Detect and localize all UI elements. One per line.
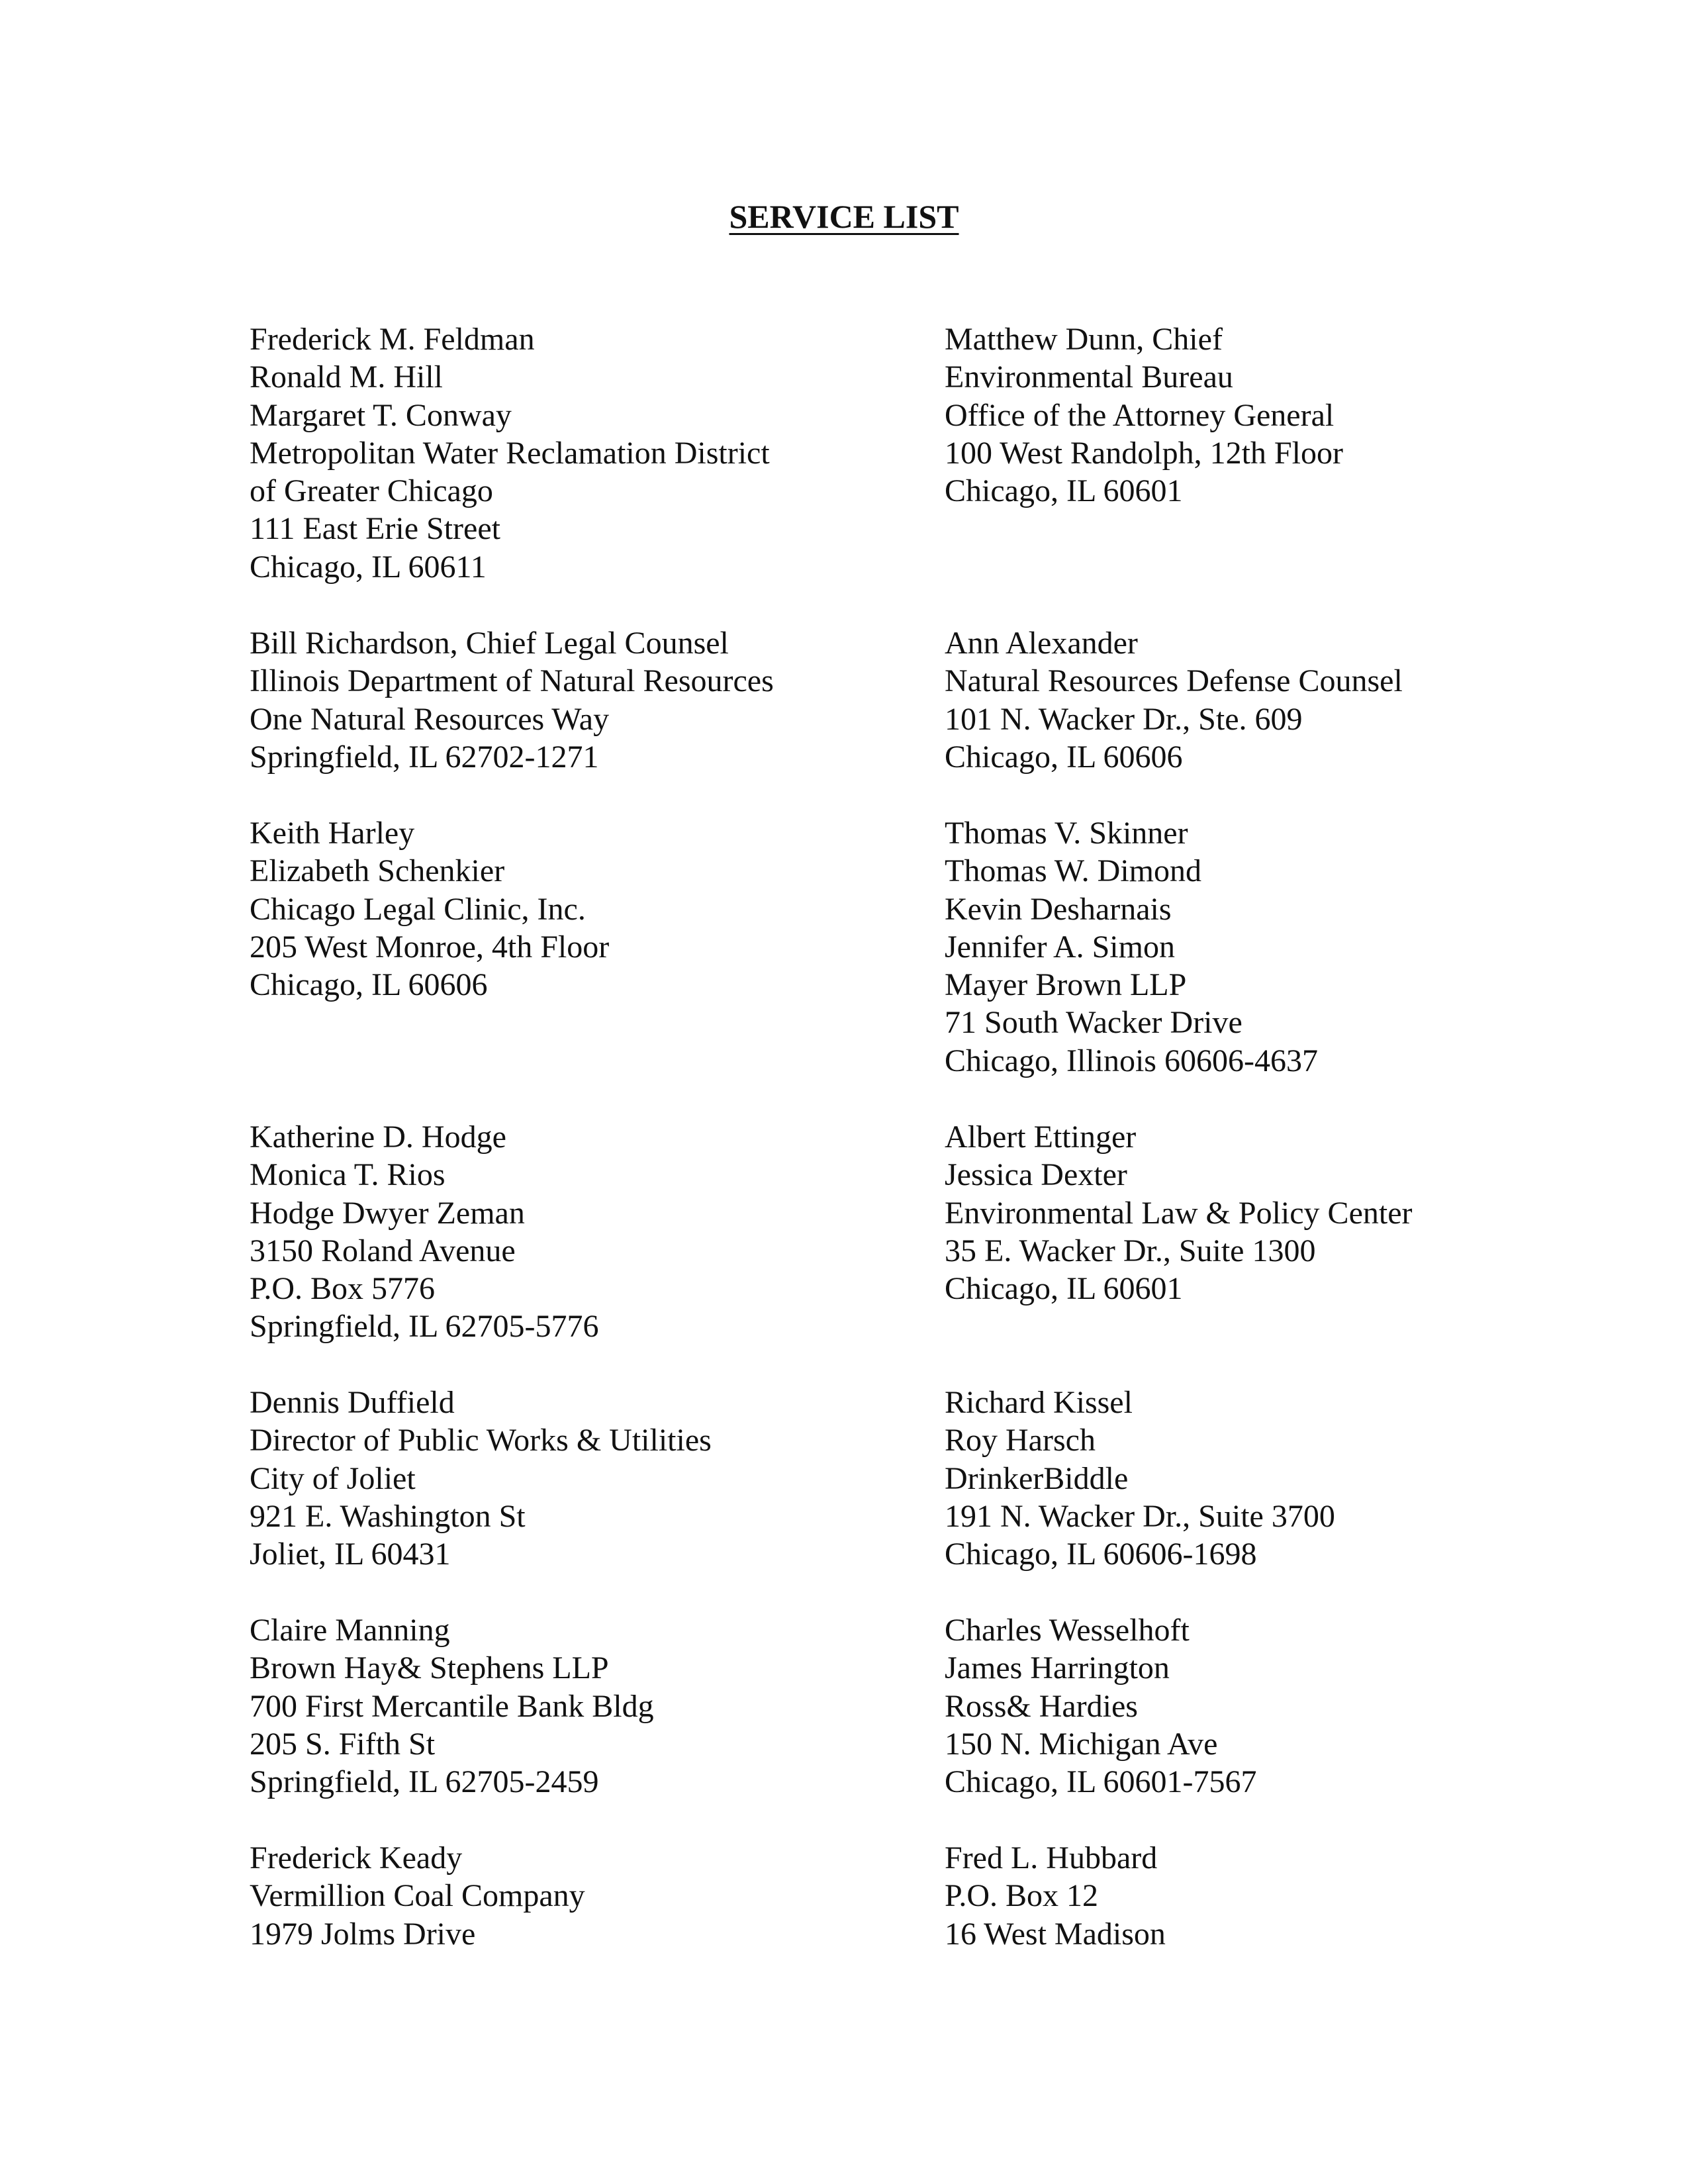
entry-line: Illinois Department of Natural Resources xyxy=(250,663,774,699)
entry-line: 1979 Jolms Drive xyxy=(250,1916,476,1952)
entry-line: 3150 Roland Avenue xyxy=(250,1233,516,1268)
entry-line: Frederick M. Feldman xyxy=(250,322,535,357)
entry-line: Environmental Bureau xyxy=(945,359,1233,395)
entry-line: Brown Hay& Stephens LLP xyxy=(250,1650,609,1686)
entry-line: Springfield, IL 62705-2459 xyxy=(250,1764,599,1800)
service-entry-hodge xyxy=(250,1118,598,1346)
service-entry-manning xyxy=(250,1611,654,1801)
entry-line: Vermillion Coal Company xyxy=(250,1878,585,1914)
entry-line: Albert Ettinger xyxy=(945,1119,1137,1155)
service-entry-hubbard xyxy=(945,1839,1166,1953)
entry-line: 205 S. Fifth St xyxy=(250,1726,436,1762)
entry-line: Ann Alexander xyxy=(945,626,1138,661)
entry-line: Katherine D. Hodge xyxy=(250,1119,506,1155)
entry-line: Ross& Hardies xyxy=(945,1688,1138,1724)
entry-line: Charles Wesselhoft xyxy=(945,1613,1190,1648)
entry-line: Bill Richardson, Chief Legal Counsel xyxy=(250,626,729,661)
entry-line: Springfield, IL 62702-1271 xyxy=(250,739,599,775)
entry-line: 100 West Randolph, 12th Floor xyxy=(945,435,1343,471)
entry-line: Matthew Dunn, Chief xyxy=(945,322,1223,357)
entry-line: 101 N. Wacker Dr., Ste. 609 xyxy=(945,701,1303,737)
service-entry-duffield xyxy=(250,1384,712,1573)
entry-line: Joliet, IL 60431 xyxy=(250,1537,451,1572)
entry-line: 35 E. Wacker Dr., Suite 1300 xyxy=(945,1233,1316,1268)
entry-line: Chicago, IL 60601 xyxy=(945,473,1183,509)
entry-line: Mayer Brown LLP xyxy=(945,967,1187,1003)
entry-line: Chicago, IL 60606 xyxy=(250,967,488,1003)
entry-line: 205 West Monroe, 4th Floor xyxy=(250,929,610,965)
entry-line: Fred L. Hubbard xyxy=(945,1840,1158,1875)
page-title: SERVICE LIST xyxy=(729,198,959,235)
entry-line: Claire Manning xyxy=(250,1613,450,1648)
service-entry-harley xyxy=(250,814,609,1004)
entry-line: Chicago, IL 60606 xyxy=(945,739,1183,775)
entry-line: City of Joliet xyxy=(250,1460,416,1496)
service-entry-ettinger xyxy=(945,1118,1413,1307)
entry-line: Margaret T. Conway xyxy=(250,397,512,433)
entry-line: 150 N. Michigan Ave xyxy=(945,1726,1218,1762)
entry-line: Richard Kissel xyxy=(945,1385,1133,1420)
entry-line: Chicago Legal Clinic, Inc. xyxy=(250,891,586,927)
service-entry-kissel xyxy=(945,1384,1335,1573)
entry-line: 700 First Mercantile Bank Bldg xyxy=(250,1688,654,1724)
entry-line: of Greater Chicago xyxy=(250,473,493,509)
entry-line: Chicago, IL 60601 xyxy=(945,1271,1183,1307)
entry-line: Frederick Keady xyxy=(250,1840,463,1875)
entry-line: Metropolitan Water Reclamation District xyxy=(250,435,770,471)
service-entry-richardson xyxy=(250,624,774,776)
entry-line: Office of the Attorney General xyxy=(945,397,1335,433)
entry-line: One Natural Resources Way xyxy=(250,701,610,737)
entry-line: 921 E. Washington St xyxy=(250,1498,526,1534)
service-entry-skinner xyxy=(945,814,1318,1080)
entry-line: Chicago, IL 60601-7567 xyxy=(945,1764,1257,1800)
entry-line: Elizabeth Schenkier xyxy=(250,853,505,889)
entry-line: Chicago, IL 60606-1698 xyxy=(945,1537,1257,1572)
entry-line: Natural Resources Defense Counsel xyxy=(945,663,1403,699)
entry-line: 16 West Madison xyxy=(945,1916,1166,1952)
entry-line: P.O. Box 12 xyxy=(945,1878,1099,1914)
entry-line: Ronald M. Hill xyxy=(250,359,444,395)
entry-line: Springfield, IL 62705-5776 xyxy=(250,1309,599,1345)
entry-line: Thomas W. Dimond xyxy=(945,853,1202,889)
entry-line: Keith Harley xyxy=(250,816,415,851)
entry-line: Roy Harsch xyxy=(945,1423,1096,1458)
entry-line: Chicago, IL 60611 xyxy=(250,549,487,585)
entry-line: Hodge Dwyer Zeman xyxy=(250,1195,525,1231)
entry-line: Director of Public Works & Utilities xyxy=(250,1423,712,1458)
entry-line: DrinkerBiddle xyxy=(945,1460,1129,1496)
entry-line: Dennis Duffield xyxy=(250,1385,455,1420)
entry-line: Jessica Dexter xyxy=(945,1157,1127,1193)
service-entry-feldman xyxy=(250,320,770,586)
entry-line: Kevin Desharnais xyxy=(945,891,1172,927)
entry-line: Jennifer A. Simon xyxy=(945,929,1175,965)
entry-line: Monica T. Rios xyxy=(250,1157,445,1193)
entry-line: Chicago, Illinois 60606-4637 xyxy=(945,1043,1318,1078)
entry-line: 71 South Wacker Drive xyxy=(945,1005,1243,1041)
service-entry-dunn xyxy=(945,320,1343,510)
entry-line: 191 N. Wacker Dr., Suite 3700 xyxy=(945,1498,1335,1534)
entry-line: P.O. Box 5776 xyxy=(250,1271,436,1307)
service-entry-alexander xyxy=(945,624,1403,776)
service-entry-wesselhoft xyxy=(945,1611,1256,1801)
entry-line: Environmental Law & Policy Center xyxy=(945,1195,1413,1231)
entry-line: 111 East Erie Street xyxy=(250,511,500,547)
entry-line: James Harrington xyxy=(945,1650,1170,1686)
entry-line: Thomas V. Skinner xyxy=(945,816,1188,851)
service-entry-keady xyxy=(250,1839,585,1953)
